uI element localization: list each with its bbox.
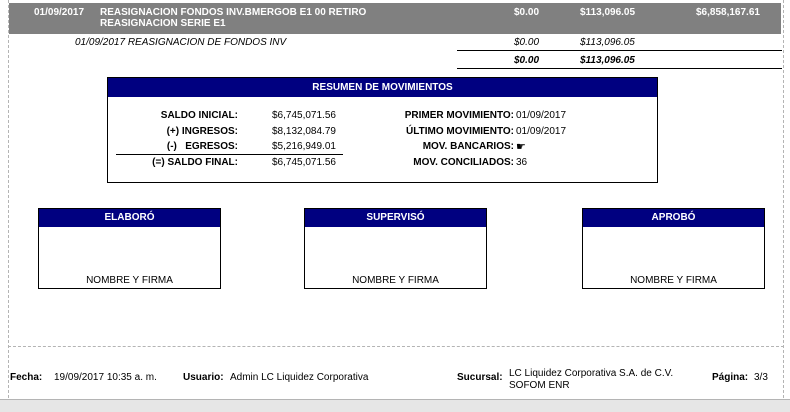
mov-conciliados-value: 36	[516, 157, 528, 168]
totals-amount1: $0.00	[514, 55, 540, 66]
detail-row-amount2: $113,096.05	[580, 37, 635, 48]
signature-caption: NOMBRE Y FIRMA	[352, 275, 439, 286]
page-frame-footer-line	[8, 346, 784, 347]
transaction-amount-withdrawal: $113,096.05	[580, 7, 636, 18]
signature-title: SUPERVISÓ	[305, 209, 486, 227]
transaction-row-header	[9, 3, 781, 34]
mov-bancarios-label: MOV. BANCARIOS:	[422, 141, 514, 152]
ultimo-movimiento-value: 01/09/2017	[516, 126, 567, 137]
ingresos-value: $8,132,084.79	[272, 126, 336, 137]
detail-row-text: 01/09/2017 REASIGNACION DE FONDOS INV	[75, 37, 287, 48]
primer-movimiento-value: 01/09/2017	[516, 110, 567, 121]
signature-box-superviso	[304, 208, 487, 289]
saldo-final-value: $6,745,071.56	[272, 157, 336, 168]
signature-title: ELABORÓ	[39, 209, 220, 227]
signature-box-elaboro	[38, 208, 221, 289]
totals-rule-bottom	[457, 68, 782, 69]
footer-pagina-label: Página:	[712, 372, 749, 383]
footer-pagina-value: 3/3	[754, 372, 768, 383]
footer-fecha-label: Fecha:	[10, 372, 43, 383]
primer-movimiento-label: PRIMER MOVIMIENTO:	[404, 110, 514, 121]
footer-fecha-value: 19/09/2017 10:35 a. m.	[54, 372, 157, 383]
summary-box	[107, 77, 658, 183]
egresos-value: $5,216,949.01	[272, 141, 336, 152]
transaction-description-line1: REASIGNACION FONDOS INV.BMERGOB E1 00 RETIRO	[100, 7, 367, 18]
footer-sucursal-label: Sucursal:	[457, 372, 503, 383]
footer-usuario-label: Usuario:	[183, 372, 224, 383]
summary-title: RESUMEN DE MOVIMIENTOS	[108, 78, 657, 97]
page-frame-right	[783, 0, 784, 398]
saldo-inicial-label: SALDO INICIAL:	[160, 110, 238, 121]
mov-conciliados-label: MOV. CONCILIADOS:	[413, 157, 514, 168]
page-frame-left	[8, 0, 9, 398]
egresos-label: (-) EGRESOS:	[166, 141, 238, 152]
ultimo-movimiento-label: ÚLTIMO MOVIMIENTO:	[406, 126, 514, 137]
signature-box-aprobo	[582, 208, 765, 289]
footer-sucursal-value-line1: LC Liquidez Corporativa S.A. de C.V.	[509, 368, 674, 379]
totals-rule-top	[457, 50, 782, 51]
saldo-final-rule	[116, 154, 343, 155]
saldo-final-label: (=) SALDO FINAL:	[152, 157, 238, 168]
saldo-inicial-value: $6,745,071.56	[272, 110, 336, 121]
signature-caption: NOMBRE Y FIRMA	[86, 275, 173, 286]
detail-row-amount1: $0.00	[514, 37, 540, 48]
pointing-hand-icon[interactable]: ☛	[516, 141, 526, 153]
signature-title: APROBÓ	[583, 209, 764, 227]
totals-amount2: $113,096.05	[580, 55, 635, 66]
transaction-description-line2: REASIGNACION SERIE E1	[100, 18, 226, 29]
transaction-date: 01/09/2017	[34, 7, 85, 18]
transaction-balance: $6,858,167.61	[696, 7, 760, 18]
page-bottom-gutter	[0, 399, 790, 412]
ingresos-label: (+) INGRESOS:	[166, 126, 238, 137]
footer-usuario-value: Admin LC Liquidez Corporativa	[230, 372, 369, 383]
footer-sucursal-value-line2: SOFOM ENR	[509, 380, 570, 391]
signature-caption: NOMBRE Y FIRMA	[630, 275, 717, 286]
transaction-amount-deposit: $0.00	[514, 7, 540, 18]
